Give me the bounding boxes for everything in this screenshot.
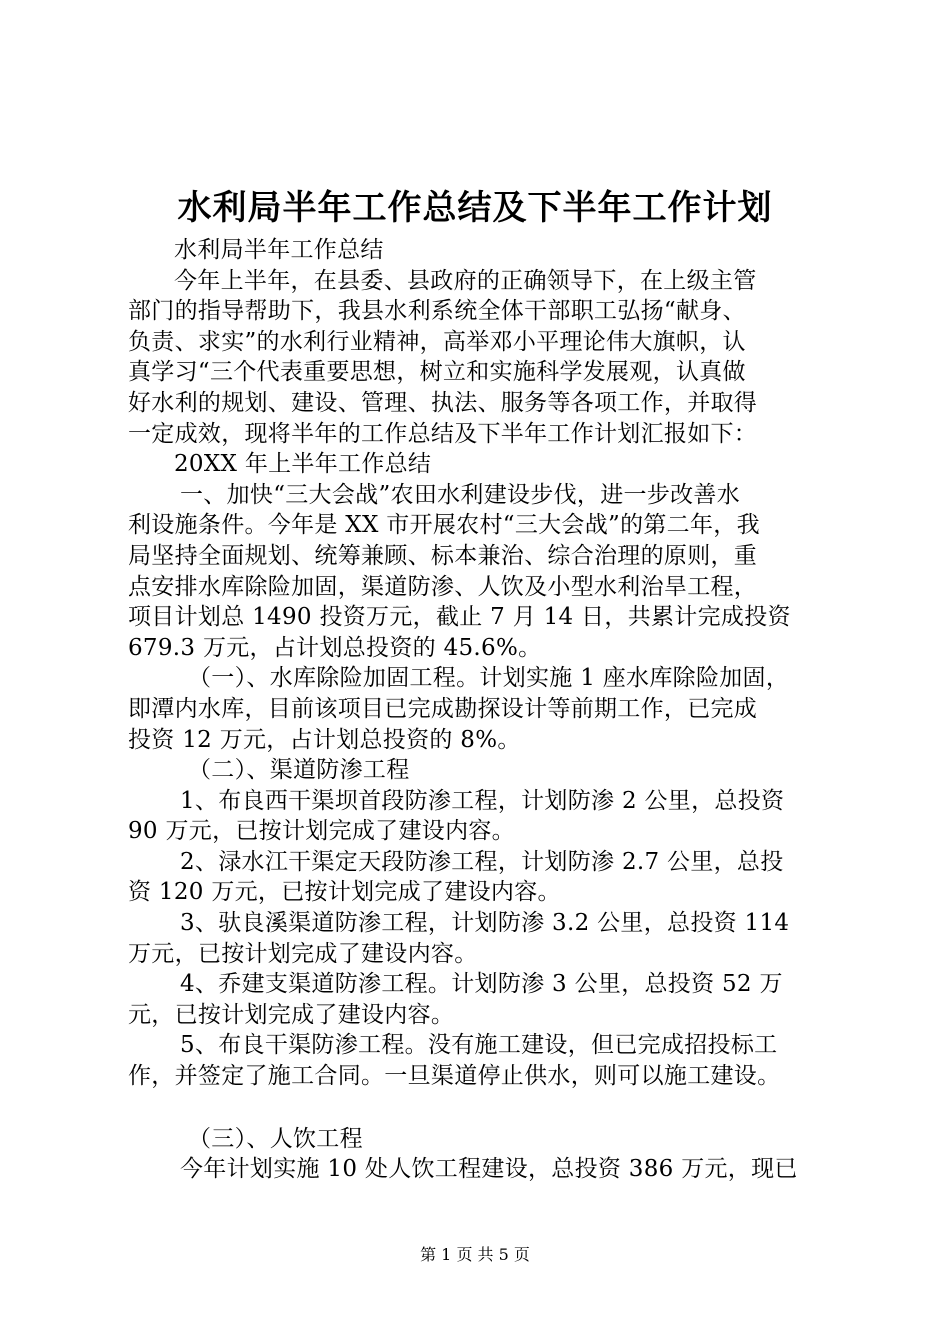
page-footer: 第 1 页 共 5 页 — [420, 1245, 530, 1264]
section-heading: （二）、渠道防渗工程 — [188, 757, 410, 784]
list-item: 2、渌水江干渠定天段防渗工程，计划防渗 2.7 公里，总投 — [180, 848, 784, 875]
section-heading: （三）、人饮工程 — [188, 1125, 363, 1152]
list-item: 5、布良干渠防渗工程。没有施工建设，但已完成招投标工 — [180, 1032, 778, 1059]
paragraph-line: 点安排水库除险加固，渠道防渗、人饮及小型水利治旱工程， — [128, 573, 758, 600]
paragraph-line: 即潭内水库，目前该项目已完成勘探设计等前期工作，已完成 — [128, 695, 758, 722]
paragraph-line: （一）、水库除险加固工程。计划实施 1 座水库除险加固， — [188, 665, 790, 692]
document-title: 水利局半年工作总结及下半年工作计划 — [177, 188, 773, 228]
paragraph-line: 局坚持全面规划、统筹兼顾、标本兼治、综合治理的原则，重 — [128, 542, 758, 569]
list-item: 元，已按计划完成了建设内容。 — [128, 1001, 455, 1028]
paragraph-line: 今年计划实施 10 处人饮工程建设，总投资 386 万元，现已 — [180, 1156, 798, 1183]
list-item: 3、驮良溪渠道防渗工程，计划防渗 3.2 公里，总投资 114 — [180, 910, 790, 937]
paragraph-line: 一、加快“三大会战”农田水利建设步伐，进一步改善水 — [180, 481, 741, 508]
section-heading: 20XX 年上半年工作总结 — [174, 451, 432, 478]
paragraph-line: 利设施条件。今年是 XX 市开展农村“三大会战”的第二年，我 — [128, 512, 760, 539]
paragraph-line: 好水利的规划、建设、管理、执法、服务等各项工作，并取得 — [128, 389, 758, 416]
list-item: 资 120 万元，已按计划完成了建设内容。 — [128, 879, 561, 906]
paragraph-line: 部门的指导帮助下，我县水利系统全体干部职工弘扬“献身、 — [128, 298, 746, 325]
paragraph-line: 679.3 万元，占计划总投资的 45.6%。 — [128, 634, 542, 661]
paragraph-line: 真学习“三个代表重要思想，树立和实施科学发展观，认真做 — [128, 359, 746, 386]
document-body — [128, 235, 838, 1185]
list-item: 作，并签定了施工合同。一旦渠道停止供水，则可以施工建设。 — [128, 1063, 781, 1090]
paragraph-line: 投资 12 万元，占计划总投资的 8%。 — [128, 726, 521, 753]
paragraph-spacer — [128, 1092, 838, 1124]
paragraph-line: 负责、求实”的水利行业精神，高举邓小平理论伟大旗帜，认 — [128, 328, 746, 355]
list-item: 4、乔建支渠道防渗工程。计划防渗 3 公里，总投资 52 万 — [180, 971, 783, 998]
list-item: 1、布良西干渠坝首段防渗工程，计划防渗 2 公里，总投资 — [180, 787, 785, 814]
paragraph-line: 项目计划总 1490 投资万元，截止 7 月 14 日，共累计完成投资 — [128, 604, 791, 631]
paragraph-line: 今年上半年，在县委、县政府的正确领导下，在上级主管 — [174, 267, 757, 294]
section-heading: 水利局半年工作总结 — [174, 237, 384, 263]
paragraph-line: 一定成效，现将半年的工作总结及下半年工作计划汇报如下： — [128, 420, 758, 447]
list-item: 万元，已按计划完成了建设内容。 — [128, 940, 478, 967]
list-item: 90 万元，已按计划完成了建设内容。 — [128, 818, 515, 845]
